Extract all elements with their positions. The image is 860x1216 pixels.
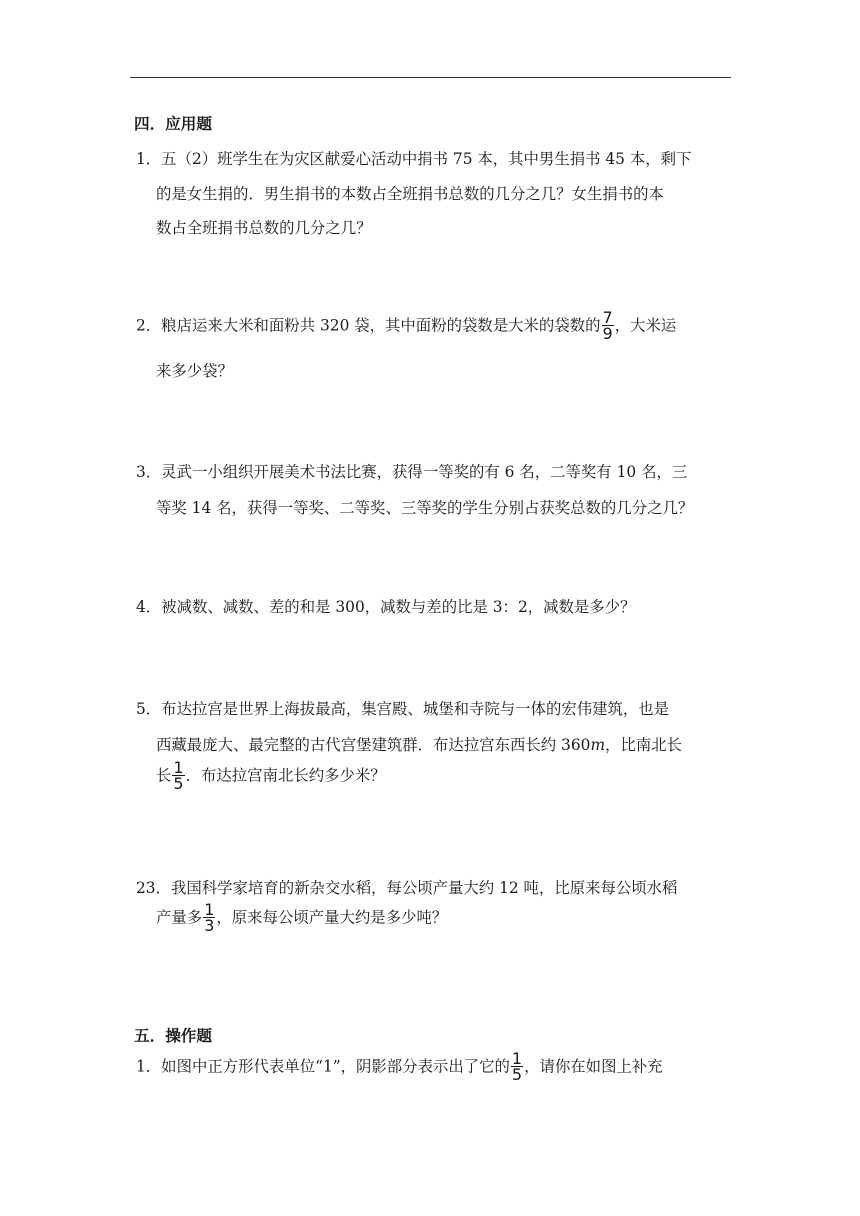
fraction-numerator: 1: [173, 758, 184, 777]
q23-line-2: [156, 900, 448, 935]
q23-fraction: [203, 902, 215, 933]
q5-line-1: 5．布达拉宫是世界上海拔最高，集宫殿、城堡和寺院与一体的宏伟建筑，也是: [136, 700, 670, 718]
fraction-numerator: 1: [511, 1049, 523, 1068]
q5-unit: m: [590, 736, 606, 754]
fraction-denominator: 9: [602, 324, 613, 343]
q5-line-3: [156, 758, 386, 793]
q1-line-1: 1．五（2）班学生在为灾区献爱心活动中捐书 75 本，其中男生捐书 45 本，剩下: [136, 150, 692, 168]
q4-line-1: 4．被减数、减数、差的和是 300，减数与差的比是 3：2，减数是多少？: [136, 598, 636, 616]
fraction-numerator: 1: [204, 900, 215, 919]
q5-text-post: ，比南北长: [605, 736, 683, 754]
q3-line-2: 等奖 14 名，获得一等奖、二等奖、三等奖的学生分别占获奖总数的几分之几？: [156, 499, 694, 517]
fraction-denominator: 3: [204, 916, 215, 935]
op-q1-fraction: [511, 1051, 523, 1082]
fraction-denominator: 5: [511, 1065, 523, 1084]
q5-line3-pre: 长: [156, 766, 172, 785]
q5-line-2: [156, 733, 682, 755]
q1-line-3: 数占全班捐书总数的几分之几？: [156, 219, 372, 237]
q23-text-post: ，原来每公顷产量大约是多少吨？: [216, 908, 448, 927]
q23-text-pre: 产量多: [156, 908, 203, 927]
q2-line-2: 来多少袋？: [156, 362, 233, 380]
fraction-denominator: 5: [173, 774, 184, 793]
op-q1-line-1: [136, 1049, 663, 1084]
q5-text-pre: 西藏最庞大、最完整的古代宫堡建筑群．布达拉宫东西长约 360: [156, 736, 591, 754]
section-5-title: 五．操作题: [134, 1026, 212, 1045]
q23-line-1: 23．我国科学家培育的新杂交水稻，每公顷产量大约 12 吨，比原来每公顷水稻: [136, 879, 678, 897]
q5-fraction: [172, 760, 184, 791]
q3-line-1: 3．灵武一小组织开展美术书法比赛，获得一等奖的有 6 名，二等奖有 10 名，三: [136, 463, 688, 481]
fraction-numerator: 7: [602, 308, 613, 327]
q5-line3-post: ．布达拉宫南北长约多少米？: [185, 766, 386, 785]
q2-text-post: ，大米运: [614, 316, 677, 335]
q2-text-pre: 2．粮店运来大米和面粉共 320 袋，其中面粉的袋数是大米的袋数的: [136, 316, 601, 335]
q1-line-2: 的是女生捐的．男生捐书的本数占全班捐书总数的几分之几？女生捐书的本: [156, 185, 664, 203]
q2-fraction: [602, 310, 614, 341]
op-q1-text-post: ，请你在如图上补充: [524, 1057, 663, 1076]
op-q1-text-pre: 1．如图中正方形代表单位“1”，阴影部分表示出了它的: [136, 1057, 510, 1076]
q2-line-1: [136, 308, 677, 343]
section-4-title: 四．应用题: [134, 114, 212, 133]
header-rule: [130, 77, 731, 78]
